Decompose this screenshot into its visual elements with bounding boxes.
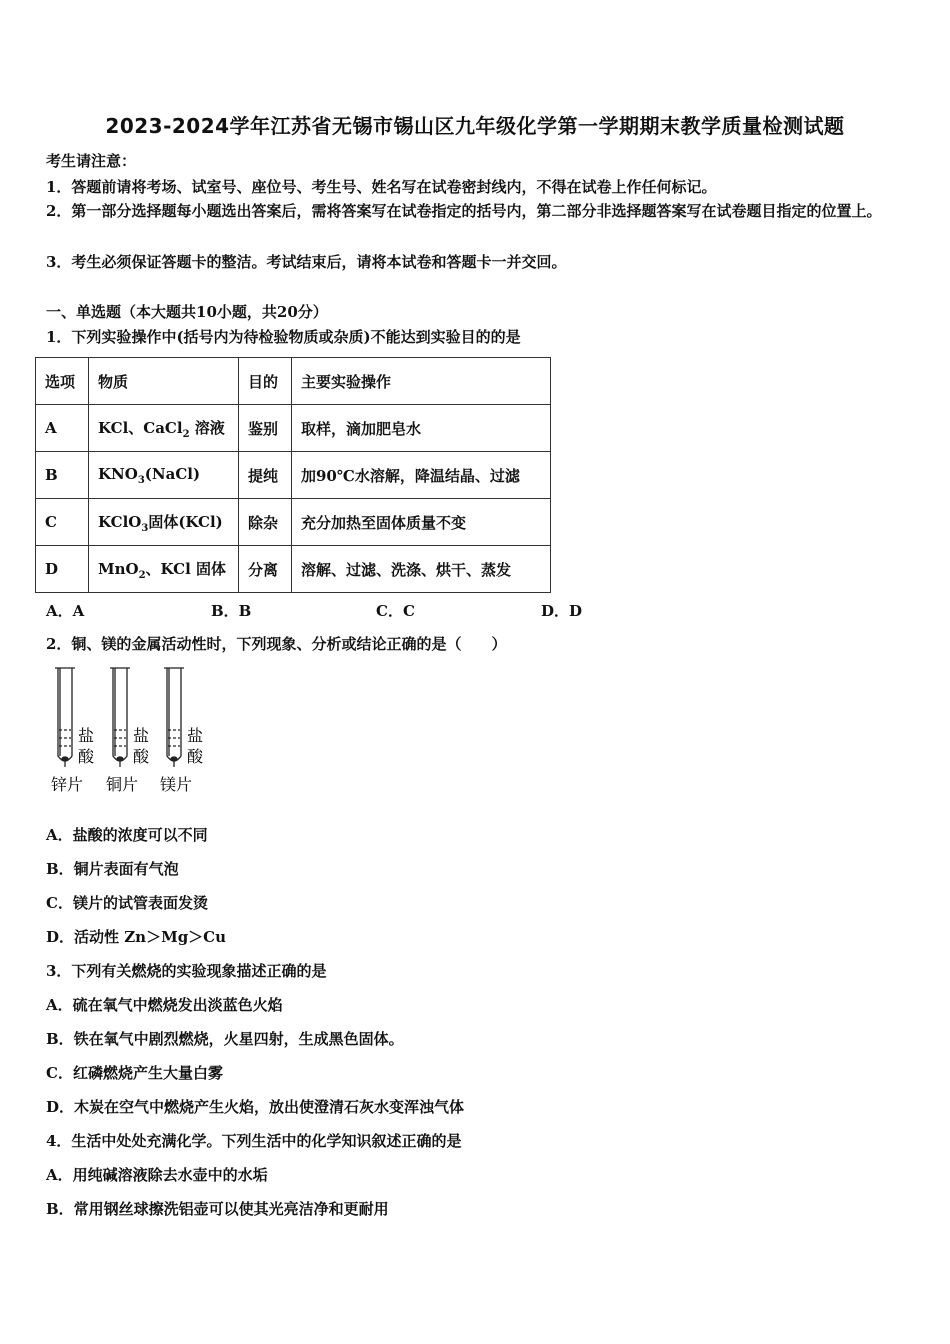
aim-cell: 提纯 bbox=[239, 452, 292, 499]
question-1-stem: 1．下列实验操作中(括号内为待检验物质或杂质)不能达到实验目的的是 bbox=[46, 328, 521, 346]
section-heading: 一、单选题（本大题共10小题，共20分） bbox=[46, 303, 328, 321]
table-header-cell: 物质 bbox=[89, 358, 239, 405]
answer-option: D．D bbox=[541, 602, 583, 620]
question-1-options bbox=[46, 600, 606, 620]
test-tube-figure bbox=[48, 664, 218, 804]
table-row bbox=[36, 546, 551, 593]
table-row bbox=[36, 452, 551, 499]
table-header-cell: 主要实验操作 bbox=[292, 358, 551, 405]
aim-cell: 鉴别 bbox=[239, 405, 292, 452]
answer-option: A．硫在氧气中燃烧发出淡蓝色火焰 bbox=[46, 996, 283, 1014]
question-1-table bbox=[35, 357, 551, 593]
question-2-stem: 2．铜、镁的金属活动性时，下列现象、分析或结论正确的是（ ） bbox=[46, 635, 507, 653]
table-row bbox=[36, 405, 551, 452]
answer-option: B．B bbox=[211, 602, 252, 620]
operation-cell: 取样，滴加肥皂水 bbox=[292, 405, 551, 452]
option-cell: A bbox=[36, 405, 89, 452]
aim-cell: 除杂 bbox=[239, 499, 292, 546]
metal-label-copper: 铜片 bbox=[106, 775, 139, 794]
acid-label: 酸 bbox=[78, 747, 95, 766]
answer-option: C．C bbox=[376, 602, 415, 620]
aim-cell: 分离 bbox=[239, 546, 292, 593]
answer-option: C．镁片的试管表面发烫 bbox=[46, 894, 208, 912]
operation-cell: 充分加热至固体质量不变 bbox=[292, 499, 551, 546]
notice-item: 2．第一部分选择题每小题选出答案后，需将答案写在试卷指定的括号内，第二部分非选择题答案写在试卷题目指定的位置上。 bbox=[46, 202, 882, 220]
answer-option: D．活动性 Zn＞Mg＞Cu bbox=[46, 928, 227, 946]
notice-item: 1．答题前请将考场、试室号、座位号、考生号、姓名写在试卷密封线内，不得在试卷上作任何标记。 bbox=[46, 178, 717, 196]
table-header-cell: 目的 bbox=[239, 358, 292, 405]
acid-label: 酸 bbox=[187, 747, 204, 766]
substance-cell: $KNO_3(NaCl)$ bbox=[89, 452, 239, 499]
answer-option: A．盐酸的浓度可以不同 bbox=[46, 826, 208, 844]
acid-label: 酸 bbox=[133, 747, 150, 766]
option-cell: B bbox=[36, 452, 89, 499]
table-row bbox=[36, 499, 551, 546]
question-4-stem: 4．生活中处处充满化学。下列生活中的化学知识叙述正确的是 bbox=[46, 1132, 462, 1150]
answer-option: D．木炭在空气中燃烧产生火焰，放出使澄清石灰水变浑浊气体 bbox=[46, 1098, 465, 1116]
answer-option: A．用纯碱溶液除去水壶中的水垢 bbox=[46, 1166, 268, 1184]
acid-label: 盐 bbox=[187, 726, 204, 745]
operation-cell: 溶解、过滤、洗涤、烘干、蒸发 bbox=[292, 546, 551, 593]
metal-label-zinc: 锌片 bbox=[51, 775, 84, 794]
answer-option: B．常用钢丝球擦洗铝壶可以使其光亮洁净和更耐用 bbox=[46, 1200, 389, 1218]
test-tube-magnesium bbox=[164, 668, 184, 767]
question-3-stem: 3．下列有关燃烧的实验现象描述正确的是 bbox=[46, 962, 327, 980]
operation-cell: 加90℃水溶解，降温结晶、过滤 bbox=[292, 452, 551, 499]
answer-option: B．铜片表面有气泡 bbox=[46, 860, 179, 878]
page-title: 2023-2024学年江苏省无锡市锡山区九年级化学第一学期期末教学质量检测试题 bbox=[105, 114, 845, 138]
substance-cell: KCl、CaCl$_2$ 溶液 bbox=[89, 405, 239, 452]
metal-label-magnesium: 镁片 bbox=[160, 775, 193, 794]
acid-label: 盐 bbox=[78, 726, 95, 745]
notice-item: 3．考生必须保证答题卡的整洁。考试结束后，请将本试卷和答题卡一并交回。 bbox=[46, 253, 567, 271]
answer-option: A．A bbox=[46, 602, 85, 620]
substance-cell: MnO$_2$、KCl 固体 bbox=[89, 546, 239, 593]
option-cell: C bbox=[36, 499, 89, 546]
answer-option: C．红磷燃烧产生大量白雾 bbox=[46, 1064, 223, 1082]
table-header-row bbox=[36, 358, 551, 405]
substance-cell: KClO$_3$固体(KCl) bbox=[89, 499, 239, 546]
answer-option: B．铁在氧气中剧烈燃烧，火星四射，生成黑色固体。 bbox=[46, 1030, 404, 1048]
table-header-cell: 选项 bbox=[36, 358, 89, 405]
test-tube-copper bbox=[110, 668, 130, 767]
test-tube-zinc bbox=[55, 668, 75, 767]
notice-heading: 考生请注意： bbox=[46, 152, 137, 170]
option-cell: D bbox=[36, 546, 89, 593]
acid-label: 盐 bbox=[133, 726, 150, 745]
